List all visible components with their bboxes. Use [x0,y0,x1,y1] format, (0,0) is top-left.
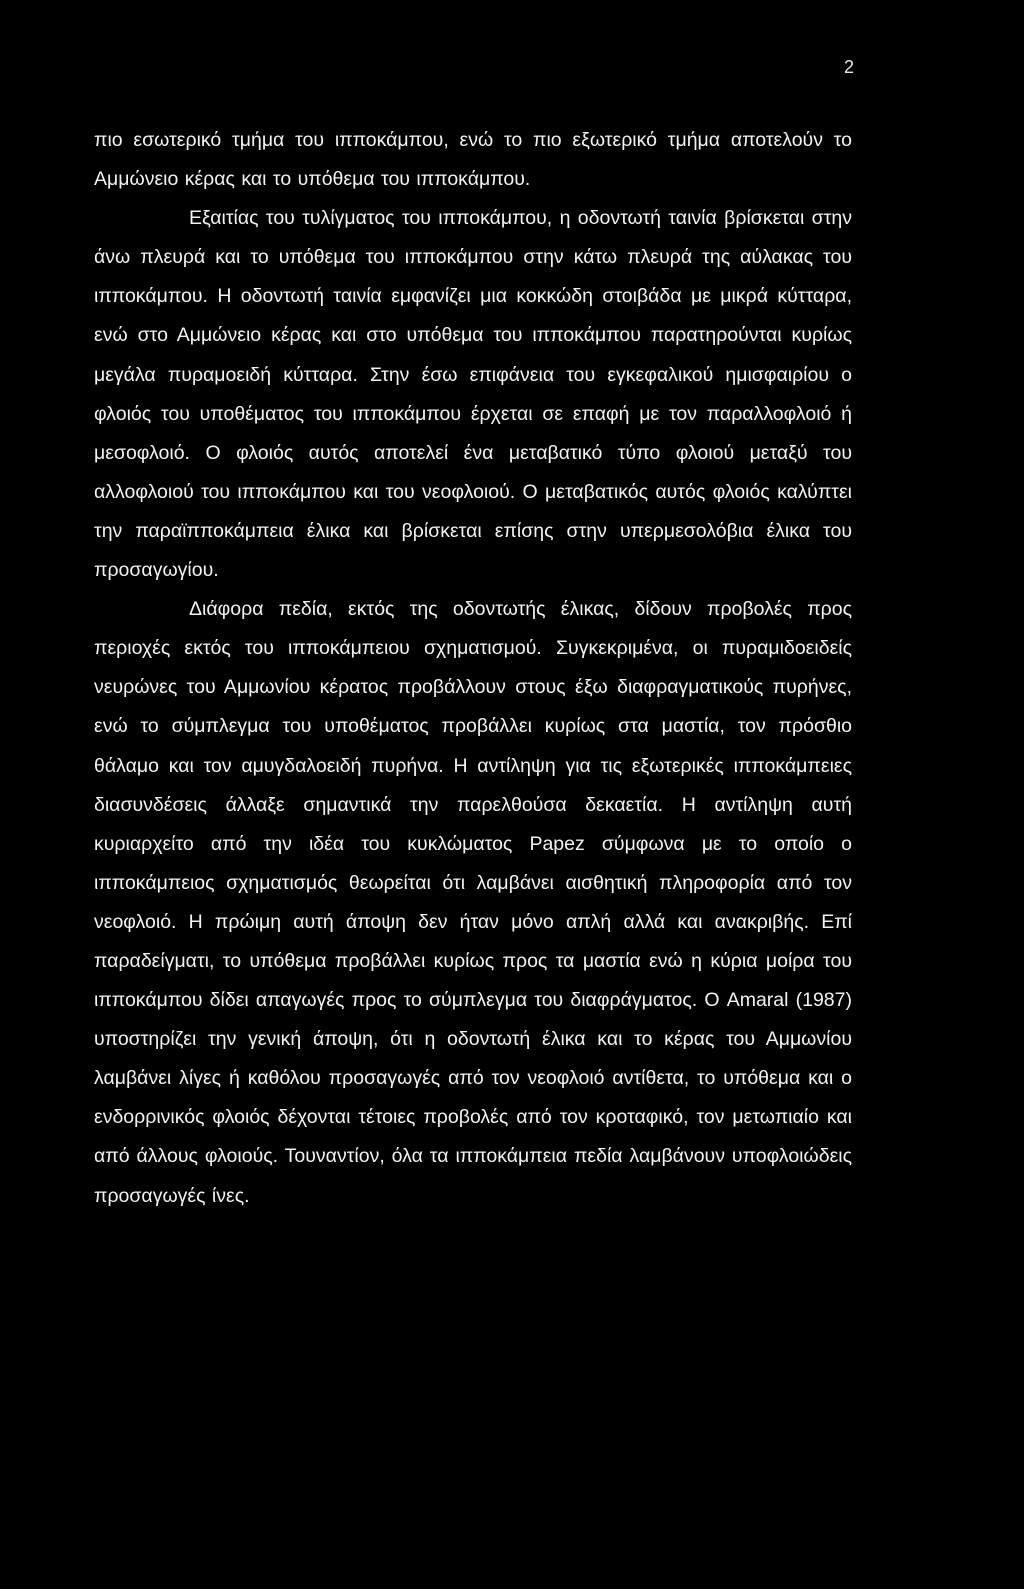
page-number: 2 [843,57,854,77]
paragraph-1: πιο εσωτερικό τμήμα του ιπποκάμπου, ενώ το πιο εξωτερικό τμήμα αποτελούν το Αμμώνειο κέρας και το υπόθεμα του ιπποκάμπου. [94,129,852,191]
paragraph-3: Διάφορα πεδία, εκτός της οδοντωτής έλικας, δίδουν προβολές προς περιοχές εκτός του ιπποκάμπειου σχηματισμού. Συγκεκριμένα, οι πυραμιδοειδείς νευρώνες του Αμμωνίου κέρατος προβάλλουν στους έξω διαφραγματικούς πυρήνες, ενώ το σύμπλεγμα του υποθέματος προβάλλει κυρίως στα μαστία, τον πρόσθιο θάλαμο και τον αμυγδαλοειδή πυρήνα. Η αντίληψη για τις εξωτερικές ιπποκάμπειες διασυνδέσεις άλλαξε σημαντικά την παρελθούσα δεκαετία. Η αντίληψη αυτή κυριαρχείτο από την ιδέα του κυκλώματος Papez σύμφωνα με το οποίο ο ιπποκάμπειος σχηματισμός θεωρείται ότι λαμβάνει αισθητική πληροφορία από τον νεοφλοιό. Η πρώιμη αυτή άποψη δεν ήταν μόνο απλή αλλά και ανακριβής. Επί παραδείγματι, το υπόθεμα προβάλλει κυρίως προς τα μαστία ενώ η κύρια μοίρα του ιπποκάμπου δίδει απαγωγές προς το σύμπλεγμα του διαφράγματος. Ο Amaral (1987) υποστηρίζει την γενική άποψη, ότι η οδοντωτή έλικα και το κέρας του Αμμωνίου λαμβάνει λίγες ή καθόλου προσαγωγές από τον νεοφλοιό αντίθετα, το υπόθεμα και ο ενδορρινικός φλοιός δέχονται τέτοιες προβολές από τον κροταφικό, τον μετωπιαίο και από άλλους φλοιούς. Τουναντίον, όλα τα ιπποκάμπεια πεδία λαμβάνουν υποφλοιώδεις προσαγωγές ίνες. [94,598,852,1207]
body-text [94,121,852,1216]
paragraph-2: Εξαιτίας του τυλίγματος του ιπποκάμπου, η οδοντωτή ταινία βρίσκεται στην άνω πλευρά και το υπόθεμα του ιπποκάμπου στην κάτω πλευρά της αύλακας του ιπποκάμπου. Η οδοντωτή ταινία εμφανίζει μια κοκκώδη στοιβάδα με μικρά κύτταρα, ενώ στο Αμμώνειο κέρας και στο υπόθεμα του ιπποκάμπου παρατηρούνται κυρίως μεγάλα πυραμοειδή κύτταρα. Στην έσω επιφάνεια του εγκεφαλικού ημισφαιρίου ο φλοιός του υποθέματος του ιπποκάμπου έρχεται σε επαφή με τον παραλλοφλοιό ή μεσοφλοιό. Ο φλοιός αυτός αποτελεί ένα μεταβατικό τύπο φλοιού μεταξύ του αλλοφλοιού του ιπποκάμπου και του νεοφλοιού. Ο μεταβατικός αυτός φλοιός καλύπτει την παραϊπποκάμπεια έλικα και βρίσκεται επίσης στην υπερμεσολόβια έλικα του προσαγωγίου. [94,207,852,582]
